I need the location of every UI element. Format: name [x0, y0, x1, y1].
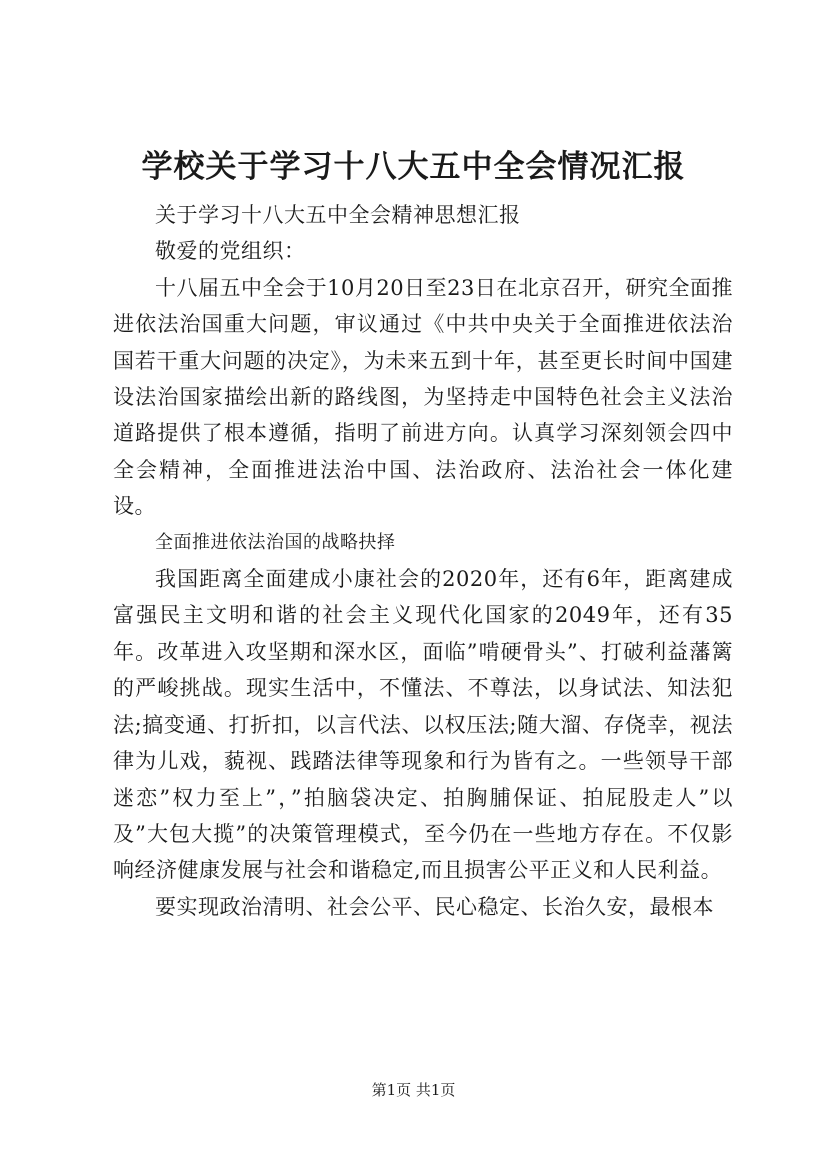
page-footer: 第1页 共1页: [371, 1081, 456, 1099]
paragraph-2: 我国距离全面建成小康社会的2020年，还有6年，距离建成富强民主文明和谐的社会主义现代化国家的2049年，还有35年。改革进入攻坚期和深水区，面临”啃硬骨头”、打破利益藩篱的严峻挑战。现实生活中，不懂法、不尊法，以身试法、知法犯法;搞变通、打折扣，以言代法、以权压法;随大溜、存侥幸，视法律为儿戏，藐视、践踏法律等现象和行为皆有之。一些领导干部迷恋”权力至上”，”拍脑袋决定、拍胸脯保证、拍屁股走人”以及”大包大揽”的决策管理模式，至今仍在一些地方存在。不仅影响经济健康发展与社会和谐稳定,而且损害公平正义和人民利益。: [113, 567, 733, 883]
paragraph-3: 要实现政治清明、社会公平、民心稳定、长治久安，最根本: [155, 894, 714, 919]
subtitle-line: 关于学习十八大五中全会精神思想汇报: [155, 203, 521, 227]
document-body: [113, 197, 733, 925]
document-title: 学校关于学习十八大五中全会情况汇报: [141, 149, 686, 185]
paragraph-1: 十八届五中全会于10月20日至23日在北京召开，研究全面推进依法治国重大问题，审议通过《中共中央关于全面推进依法治国若干重大问题的决定》，为未来五到十年，甚至更长时间中国建设法治国家描绘出新的路线图，为坚持走中国特色社会主义法治道路提供了根本遵循，指明了前进方向。认真学习深刻领会四中全会精神，全面推进法治中国、法治政府、法治社会一体化建设。: [113, 275, 733, 519]
section-heading: 全面推进依法治国的战略抉择: [155, 531, 396, 553]
salutation-line: 敬爱的党组织：: [155, 239, 306, 264]
